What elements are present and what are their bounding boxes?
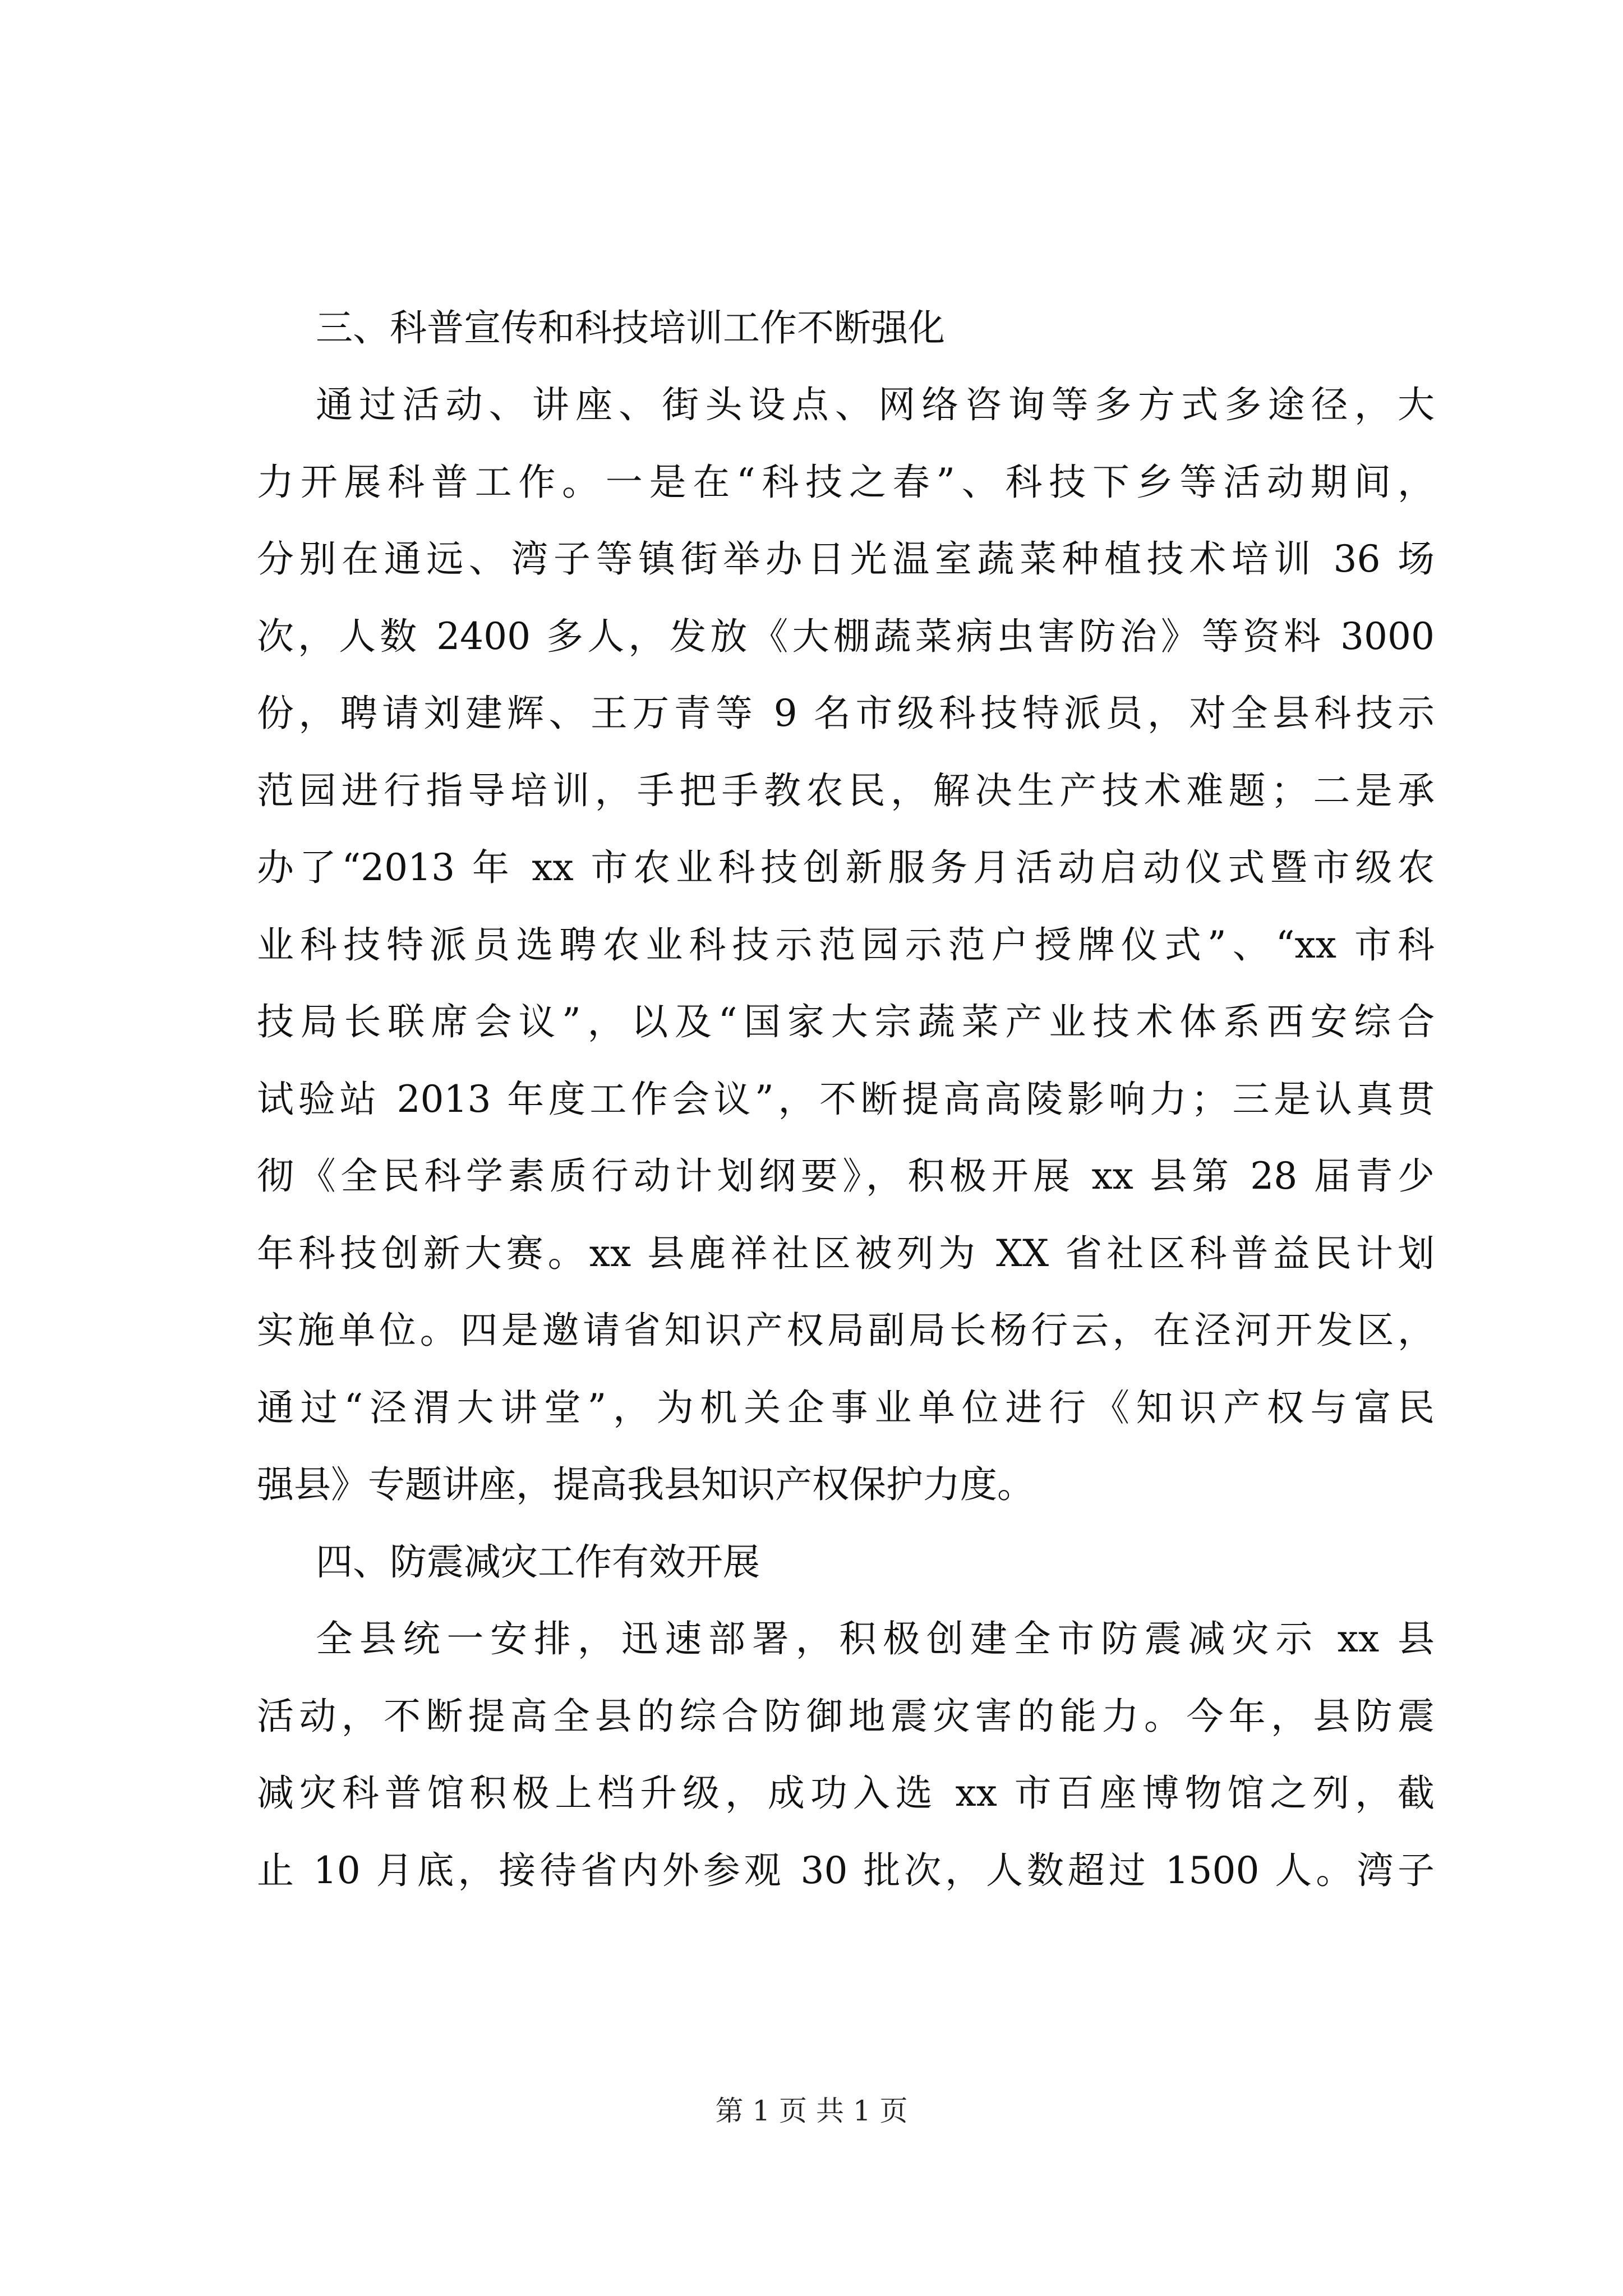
- page-footer: 第 1 页 共 1 页: [715, 2095, 908, 2127]
- paragraph-line: 份，聘请刘建辉、王万青等 9 名市级科技特派员，对全县科技示: [257, 692, 1435, 735]
- paragraph-line: 力开展科普工作。一是在“科技之春”、科技下乡等活动期间，: [257, 461, 1435, 504]
- paragraph-line: 实施单位。四是邀请省知识产权局副局长杨行云，在泾河开发区，: [257, 1309, 1435, 1352]
- paragraph-line: 强县》专题讲座，提高我县知识产权保护力度。: [257, 1463, 1034, 1506]
- paragraph-line: 办了“2013 年 xx 市农业科技创新服务月活动启动仪式暨市级农: [257, 846, 1435, 889]
- section-heading-3: 三、科普宣传和科技培训工作不断强化: [316, 306, 945, 349]
- paragraph-line: 次，人数 2400 多人，发放《大棚蔬菜病虫害防治》等资料 3000: [257, 615, 1435, 658]
- paragraph-line: 止 10 月底，接待省内外参观 30 批次，人数超过 1500 人。湾子: [257, 1849, 1435, 1892]
- paragraph-line: 试验站 2013 年度工作会议”，不断提高高陵影响力；三是认真贯: [257, 1078, 1435, 1121]
- paragraph-line: 业科技特派员选聘农业科技示范园示范户授牌仪式”、“xx 市科: [257, 923, 1435, 967]
- paragraph-line: 减灾科普馆积极上档升级，成功入选 xx 市百座博物馆之列，截: [257, 1772, 1435, 1815]
- paragraph-line: 全县统一安排，迅速部署，积极创建全市防震减灾示 xx 县: [316, 1617, 1435, 1660]
- paragraph-line: 范园进行指导培训，手把手教农民，解决生产技术难题；二是承: [257, 769, 1435, 812]
- section-heading-4: 四、防震减灾工作有效开展: [316, 1540, 760, 1584]
- paragraph-line: 通过“泾渭大讲堂”，为机关企事业单位进行《知识产权与富民: [257, 1386, 1435, 1429]
- paragraph-line: 技局长联席会议”，以及“国家大宗蔬菜产业技术体系西安综合: [257, 1000, 1435, 1043]
- paragraph-line: 分别在通远、湾子等镇街举办日光温室蔬菜种植技术培训 36 场: [257, 537, 1435, 581]
- paragraph-line: 活动，不断提高全县的综合防御地震灾害的能力。今年，县防震: [257, 1695, 1435, 1738]
- paragraph-line: 通过活动、讲座、街头设点、网络咨询等多方式多途径，大: [316, 383, 1435, 426]
- paragraph-line: 彻《全民科学素质行动计划纲要》，积极开展 xx 县第 28 届青少: [257, 1154, 1435, 1198]
- paragraph-line: 年科技创新大赛。xx 县鹿祥社区被列为 XX 省社区科普益民计划: [257, 1232, 1435, 1275]
